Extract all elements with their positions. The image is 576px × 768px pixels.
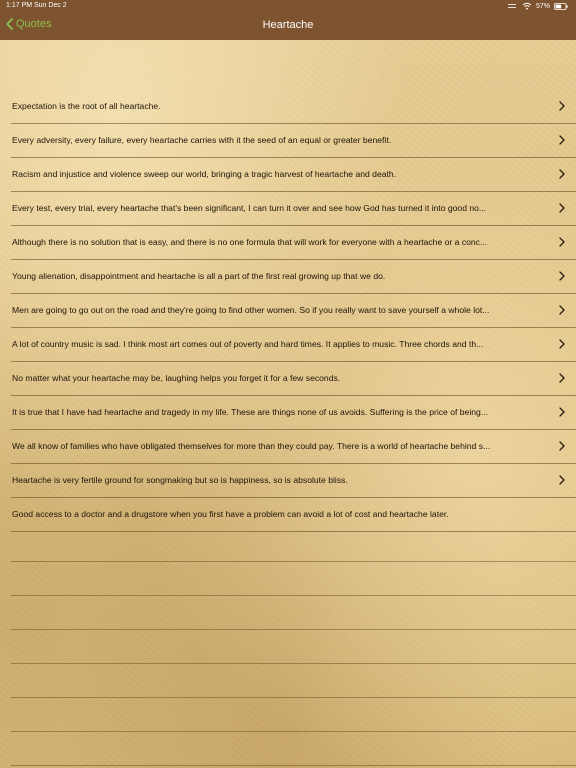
chevron-right-icon: [559, 441, 565, 451]
quote-row[interactable]: [11, 328, 576, 362]
quote-row[interactable]: [11, 260, 576, 294]
empty-row: [11, 698, 576, 732]
navigation-bar: [0, 12, 576, 40]
quote-text: Although there is no solution that is easy, and there is no one formula that will work for everyone with a heartache or a conc...: [12, 237, 488, 247]
quote-text: Racism and injustice and violence sweep our world, bringing a tragic harvest of heartache and death.: [12, 169, 397, 179]
chevron-right-icon: [559, 475, 565, 485]
chevron-right-icon: [559, 203, 565, 213]
battery-icon: [554, 3, 568, 10]
empty-row: [11, 732, 576, 766]
chevron-right-icon: [559, 237, 565, 247]
empty-row-separators: [11, 528, 576, 766]
quote-text: Every adversity, every failure, every heartache carries with it the seed of an equal or greater benefit.: [12, 135, 392, 145]
chevron-right-icon: [559, 339, 565, 349]
quote-row[interactable]: [11, 464, 576, 498]
empty-row: [11, 528, 576, 562]
chevron-right-icon: [559, 305, 565, 315]
quote-row[interactable]: [11, 396, 576, 430]
quote-row[interactable]: [11, 498, 576, 532]
empty-row: [11, 630, 576, 664]
quote-text: We all know of families who have obligated themselves for more than they could pay. There is a world of heartache behind s...: [12, 441, 491, 451]
quote-row[interactable]: [11, 90, 576, 124]
top-bar: [0, 0, 576, 40]
chevron-right-icon: [559, 135, 565, 145]
quote-row[interactable]: [11, 430, 576, 464]
chevron-right-icon: [559, 101, 565, 111]
quote-row[interactable]: [11, 158, 576, 192]
signal-icon: [508, 4, 516, 8]
status-time: 1:17 PM: [6, 2, 33, 9]
status-date: Sun Dec 2: [34, 2, 67, 9]
status-bar: [0, 0, 576, 12]
chevron-right-icon: [559, 373, 565, 383]
quote-text: Every test, every trial, every heartache that's been significant, I can turn it over and see how God has turned it into good no...: [12, 203, 487, 213]
back-button-label: Quotes: [16, 18, 52, 30]
empty-row: [11, 562, 576, 596]
chevron-right-icon: [559, 271, 565, 281]
chevron-right-icon: [559, 407, 565, 417]
status-indicators: [508, 1, 568, 11]
quote-row[interactable]: [11, 192, 576, 226]
quote-text: No matter what your heartache may be, laughing helps you forget it for a few seconds.: [12, 373, 341, 383]
wifi-icon: [522, 2, 532, 10]
quote-row[interactable]: [11, 124, 576, 158]
empty-row: [11, 664, 576, 698]
quote-row[interactable]: [11, 294, 576, 328]
chevron-right-icon: [559, 169, 565, 179]
battery-percent: 57%: [535, 2, 550, 10]
quote-text: Expectation is the root of all heartache.: [12, 101, 161, 111]
quote-text: It is true that I have had heartache and tragedy in my life. These are things none of us avoids. Suffering is the price of being...: [12, 407, 488, 417]
quote-text: Heartache is very fertile ground for songmaking but so is happiness, so is absolute bliss.: [12, 475, 348, 485]
quote-text: Men are going to go out on the road and they're going to find other women. So if you really want to save yourself a whole lot...: [12, 305, 490, 315]
quote-row[interactable]: [11, 226, 576, 260]
empty-row: [11, 596, 576, 630]
quote-list: [0, 90, 576, 532]
quote-text: A lot of country music is sad. I think most art comes out of poverty and hard times. It applies to music. Three chords and th...: [12, 339, 484, 349]
quote-row[interactable]: [11, 362, 576, 396]
quote-text: Good access to a doctor and a drugstore when you first have a problem can avoid a lot of cost and heartache later.: [12, 509, 449, 519]
quote-text: Young alienation, disappointment and heartache is all a part of the first real growing up that we do.: [12, 271, 386, 281]
page-title: Heartache: [262, 19, 314, 31]
